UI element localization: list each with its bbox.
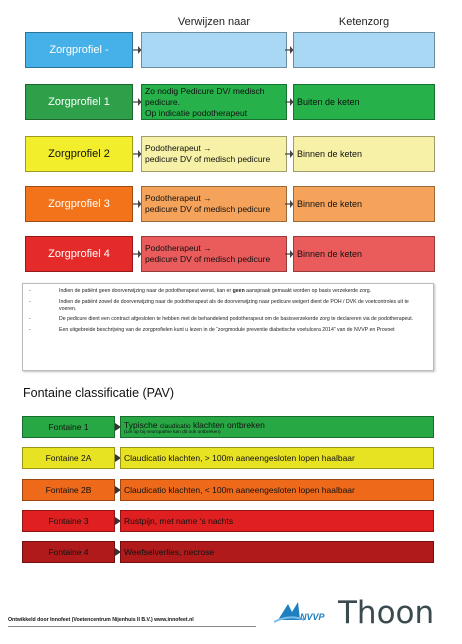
zorgprofiel-label: Zorgprofiel - <box>25 32 133 68</box>
fontaine-title: Fontaine classificatie (PAV) <box>23 386 174 400</box>
column-header-chain: Ketenzorg <box>338 16 390 28</box>
fontaine-label: Fontaine 2B <box>22 479 115 501</box>
nvvp-logo <box>270 598 330 632</box>
refer-line: Op indicatie podotherapeut <box>145 107 248 118</box>
thoon-logo <box>338 592 450 630</box>
note-item: - Indien de patiënt geen doorverwijzing naar de podotherapeut wenst, kan er geen aanspraak gemaakt worden op basis verzekerde zorg. <box>29 288 372 294</box>
fontaine-note: (Let op bij neuropathie kan dit ook ontbreken) <box>124 429 221 435</box>
refer-box <box>141 32 287 68</box>
fontaine-label: Fontaine 3 <box>22 510 115 532</box>
zorgprofiel-label: Zorgprofiel 4 <box>25 236 133 272</box>
refer-line: pedicure DV of medisch pedicure <box>145 254 271 264</box>
chain-box: Binnen de keten <box>293 236 435 272</box>
fontaine-desc-box <box>120 479 434 501</box>
fontaine-row <box>0 479 462 501</box>
chain-box: Buiten de keten <box>293 84 435 120</box>
refer-box <box>141 84 287 120</box>
fontaine-label: Fontaine 1 <box>22 416 115 438</box>
footer-credit: Ontwikkeld door Innofeet (Voetencentrum Nijenhuis II B.V.) www.innofeet.nl <box>8 617 194 623</box>
fontaine-desc: Claudicatio klachten, > 100m aaneengesloten lopen haalbaar <box>124 453 355 463</box>
fontaine-row <box>0 510 462 532</box>
refer-line: pedicure DV of medisch pedicure <box>145 204 271 214</box>
fontaine-desc: Typische claudicatio klachten ontbreken <box>124 419 265 430</box>
notes-box <box>22 283 434 371</box>
fontaine-desc: Claudicatio klachten, < 100m aaneengesloten lopen haalbaar <box>124 485 355 495</box>
zorgprofiel-row <box>0 32 462 68</box>
note-item: - Een uitgebreide beschrijving van de zorgprofielen kunt u lezen in de “zorgmodule preventie diabetische voetulcera 2014” van de NVVP en Provoet <box>29 327 395 334</box>
refer-box <box>141 136 287 172</box>
refer-box <box>141 186 287 222</box>
refer-line: Podotherapeut → <box>145 143 212 153</box>
fontaine-label: Fontaine 4 <box>22 541 115 563</box>
chain-box <box>293 32 435 68</box>
zorgprofiel-label: Zorgprofiel 1 <box>25 84 133 120</box>
fontaine-desc: Rustpijn, met name ‘s nachts <box>124 516 234 526</box>
note-item: - De pedicure dient een contract afgesloten te hebben met de behandelend podotherapeut om de basisverzekerde zorg te declareren via de podotherapeut. <box>29 316 414 323</box>
fontaine-desc-box <box>120 416 434 438</box>
zorgprofiel-row <box>0 136 462 172</box>
refer-line: Zo nodig Pedicure DV/ medisch pedicure. <box>145 85 265 107</box>
zorgprofiel-row <box>0 84 462 120</box>
zorgprofiel-row <box>0 186 462 222</box>
column-header-refer: Verwijzen naar <box>177 16 251 28</box>
refer-line: Podotherapeut → <box>145 243 212 253</box>
footer-divider <box>8 626 256 627</box>
fontaine-desc-box <box>120 541 434 563</box>
fontaine-row <box>0 416 462 438</box>
zorgprofiel-label: Zorgprofiel 2 <box>25 136 133 172</box>
zorgprofiel-row <box>0 236 462 272</box>
note-item: - Indien de patiënt zowel de doorverwijzing naar de podotherapeut als de doorverwijzing naar pedicure weigert dient de POH / DVK de voetcontroles uit te voeren. <box>29 298 409 312</box>
fontaine-row <box>0 447 462 469</box>
refer-box <box>141 236 287 272</box>
chain-box: Binnen de keten <box>293 186 435 222</box>
chain-box: Binnen de keten <box>293 136 435 172</box>
fontaine-desc: Weefselverlies, necrose <box>124 547 215 557</box>
zorgprofiel-label: Zorgprofiel 3 <box>25 186 133 222</box>
fontaine-desc-box <box>120 447 434 469</box>
fontaine-desc-box <box>120 510 434 532</box>
fontaine-row <box>0 541 462 563</box>
fontaine-label: Fontaine 2A <box>22 447 115 469</box>
thoon-logo-text: Thoon <box>338 595 435 630</box>
refer-line: Podotherapeut → <box>145 193 212 203</box>
nvvp-logo-text: NVVP <box>300 612 325 622</box>
refer-line: pedicure DV of medisch pedicure <box>145 154 271 164</box>
